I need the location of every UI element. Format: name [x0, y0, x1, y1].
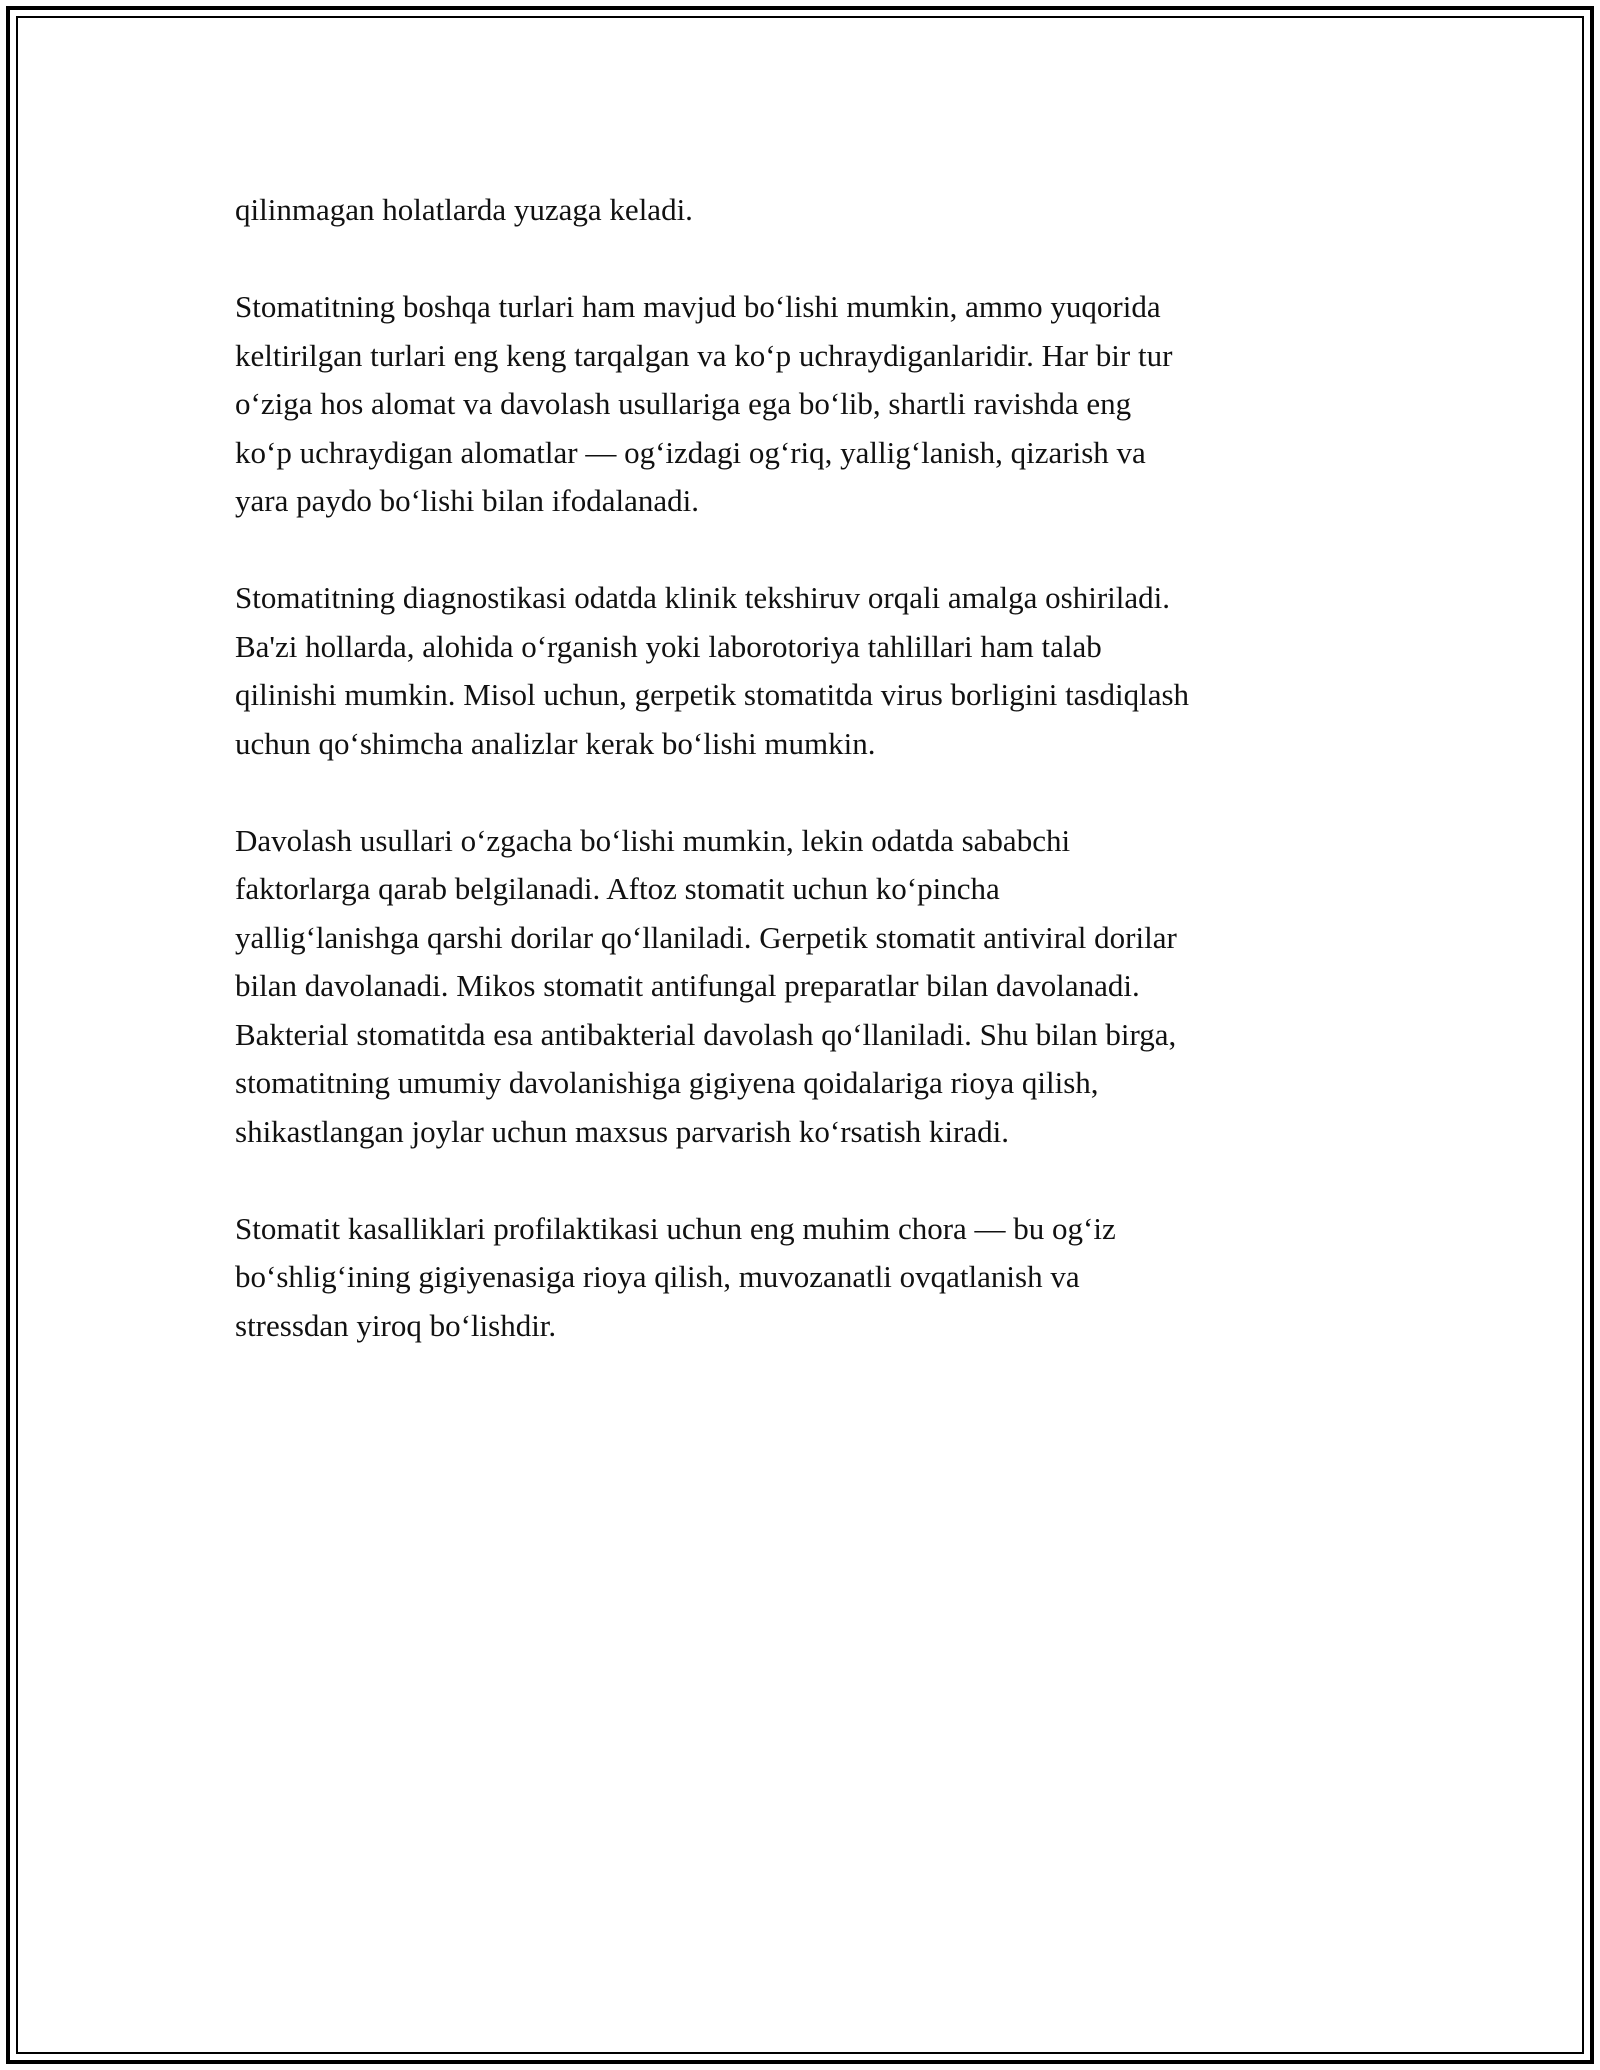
paragraph-stomatitis-types: Stomatitning boshqa turlari ham mavjud bo‘lishi mumkin, ammo yuqorida keltirilgan turlari eng keng tarqalgan va ko‘p uchraydiganlaridir. Har bir tur o‘ziga hos alomat va davolash usullariga ega bo‘lib, shartli ravishda eng ko‘p uchraydigan alomatlar — og‘izdagi og‘riq, yallig‘lanish, qizarish va yara paydo bo‘lishi bilan ifodalanadi.: [235, 289, 1173, 518]
paragraph-treatment: Davolash usullari o‘zgacha bo‘lishi mumkin, lekin odatda sababchi faktorlarga qarab belgilanadi. Aftoz stomatit uchun ko‘pincha yallig‘lanishga qarshi dorilar qo‘llaniladi. Gerpetik stomatit antiviral dorilar bilan davolanadi. Mikos stomatit antifungal preparatlar bilan davolanadi. Bakterial stomatitda esa antibakterial davolash qo‘llaniladi. Shu bilan birga, stomatitning umumiy davolanishiga gigiyena qoidalariga rioya qilish, shikastlangan joylar uchun maxsus parvarish ko‘rsatish kiradi.: [235, 822, 1177, 1149]
paragraph-diagnostics: Stomatitning diagnostikasi odatda klinik tekshiruv orqali amalga oshiriladi. Ba'zi hollarda, alohida o‘rganish yoki laborotoriya tahlillari ham talab qilinishi mumkin. Misol uchun, gerpetik stomatitda virus borligini tasdiqlash uchun qo‘shimcha analizlar kerak bo‘lishi mumkin.: [235, 580, 1190, 761]
paragraph-prevention: Stomatit kasalliklari profilaktikasi uchun eng muhim chora — bu og‘iz bo‘shlig‘ining gigiyenasiga rioya qilish, muvozanatli ovqatlanish va stressdan yiroq bo‘lishdir.: [235, 1210, 1116, 1343]
document-body: [235, 186, 1385, 1399]
paragraph-continuation: qilinmagan holatlarda yuzaga keladi.: [235, 192, 693, 227]
